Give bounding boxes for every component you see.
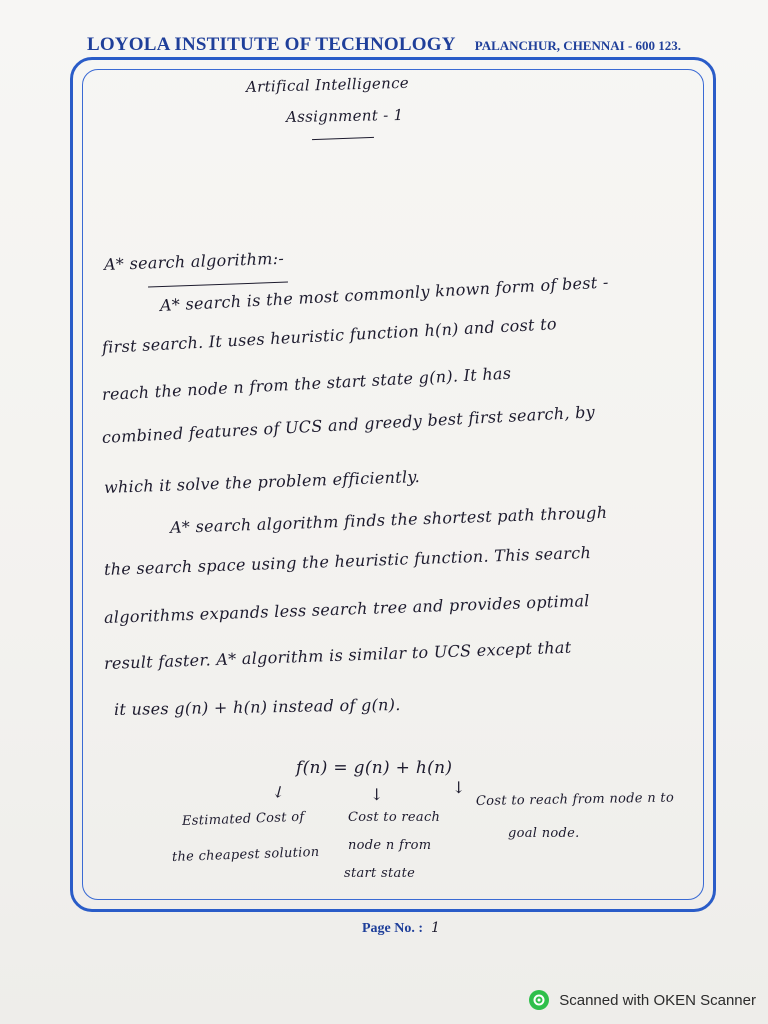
page-number-label: Page No. : (362, 921, 424, 936)
label-gn-line1: Cost to reach (348, 810, 441, 825)
paragraph2-line2: the search space using the heuristic function. This search (103, 542, 592, 579)
paragraph1-line1: A* search is the most commonly known form of best - (159, 272, 610, 315)
arrow-fn-icon: ↙ (268, 779, 290, 804)
oken-scanner-icon (529, 990, 549, 1010)
label-gn-line3: start state (344, 866, 416, 881)
paragraph1-line5: which it solve the problem efficiently. (103, 466, 421, 497)
institution-location: PALANCHUR, CHENNAI - 600 123. (474, 38, 682, 53)
page-number-value: 1 (431, 920, 440, 936)
paragraph1-line2: first search. It uses heuristic function h(n) and cost to (101, 314, 558, 357)
formula-equation: f(n) = g(n) + h(n) (296, 758, 453, 778)
arrow-hn-icon: ↓ (452, 778, 466, 797)
scanner-text: Scanned with OKEN Scanner (559, 991, 756, 1009)
paragraph2-line4: result faster. A* algorithm is similar to UCS except that (103, 637, 572, 673)
subject-title: Artifical Intelligence (245, 73, 410, 96)
label-hn-line1: Cost to reach from node n to (475, 790, 675, 809)
section-heading: A* search algorithm:- (103, 248, 285, 274)
paragraph2-line3: algorithms expands less search tree and provides optimal (103, 591, 590, 627)
letterhead (0, 34, 768, 56)
institution-name: LOYOLA INSTITUTE OF TECHNOLOGY (86, 34, 456, 55)
paragraph2-line1: A* search algorithm finds the shortest path through (169, 502, 608, 537)
assignment-title: Assignment - 1 (285, 105, 404, 126)
arrow-gn-icon: ↓ (370, 785, 384, 804)
page-number (362, 920, 440, 937)
scanner-watermark (529, 990, 756, 1010)
label-gn-line2: node n from (348, 838, 432, 853)
paragraph1-line3: reach the node n from the start state g(n). It has (101, 363, 512, 404)
label-fn-line1: Estimated Cost of (181, 809, 305, 829)
paragraph2-line5: it uses g(n) + h(n) instead of g(n). (113, 694, 401, 719)
paragraph1-line4: combined features of UCS and greedy best first search, by (101, 402, 596, 447)
label-fn-line2: the cheapest solution (171, 844, 320, 865)
label-hn-line2: goal node. (508, 826, 580, 841)
